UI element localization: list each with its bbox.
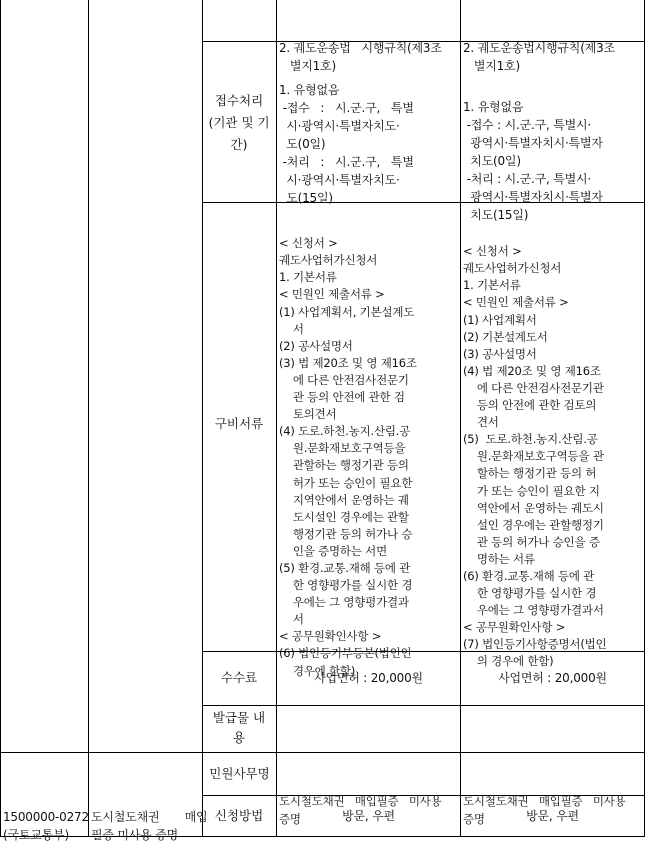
issuance-label: 발급물 내용 [212, 710, 266, 745]
grid-line-h4 [202, 705, 645, 706]
documents-label: 구비서류 [214, 416, 264, 431]
method-label: 신청방법 [214, 808, 264, 823]
grid-line-v0 [0, 0, 1, 837]
grid-line-v4 [460, 0, 461, 837]
civil-office-label: 민원사무명 [209, 766, 270, 781]
grid-line-v2 [202, 0, 203, 837]
law-right: 2. 궤도운송법시행규칙(제3조 별지1호) [463, 41, 615, 73]
fee-label: 수수료 [220, 670, 258, 685]
method-right: 방문, 우편 [526, 809, 579, 823]
fee-right: 사업면허 : 20,000원 [498, 671, 607, 685]
reception-label: 접수처리 (기관 및 기간) [208, 93, 270, 152]
grid-line-h5 [0, 752, 645, 753]
documents-left: < 신청서 > 궤도사업허가신청서 1. 기본서류 < 민원인 제출서류 > (1) 사업계획서, 기본설계도 서 (2) 공사설명서 (3) 법 제20조 및 영 제16조 에 다른 안전검사전문기 관 등의 안전에 관한 검 토의견서 (4) 도로.하천.농지.산림.공 원.문화재보호구역등을 관할하는 행정기관 등의 허가 또는 승인이 필요한 지역안에서 운영하는 궤 도시설인 경우에는 관할 행정기관 등의 허가나 승 인을 증명하는 서면 (5) 환경.교통.재해 등에 관 한 영향평가를 실시한 경 우에는 그 영향평가결과 서 < 공무원확인사항 > (6) 법인등기부등본(법인인 경우에 한함) [279, 236, 417, 678]
civil-office-right: 도시철도채권 매입필증 미사용 증명 [463, 794, 626, 826]
fee-left: 사업면허 : 20,000원 [314, 671, 423, 685]
reception-left: 1. 유형없음 -접수 : 시.군.구, 특별 시·광역시·특별자치도· 도(0일) -처리 : 시.군.구, 특별 시·광역시·특별자치도· 도(15일) [279, 83, 414, 205]
reception-right: 1. 유형없음 -접수 : 시.군.구, 특별시· 광역시·특별자치시·특별자 치도(0일) -처리 : 시.군.구, 특별시· 광역시·특별자치시·특별자 치도(15일) [463, 100, 603, 222]
grid-line-v3 [276, 0, 277, 837]
method-left: 방문, 우편 [342, 809, 395, 823]
grid-line-v1 [88, 0, 89, 837]
civil-office-name: 도시철도채권 매입 필증 미사용 증명 [91, 810, 208, 842]
civil-office-left: 도시철도채권 매입필증 미사용 증명 [279, 794, 442, 826]
documents-right: < 신청서 > 궤도사업허가신청서 1. 기본서류 < 민원인 제출서류 > (1) 사업계획서 (2) 기본설계도서 (3) 공사설명서 (4) 법 제20조 및 영 제16조 에 다른 안전검사전문기관 등의 안전에 관한 검토의 견서 (5) 도로.하천.농지.산림.공 원.문화재보호구역등을 관 할하는 행정기관 등의 허 가 또는 승인이 필요한 지 역안에서 운영하는 궤도시 설인 경우에는 관할행정기 관 등의 허가나 승인을 증 명하는 서류 (6) 환경.교통.재해 등에 관 한 영향평가를 실시한 경 우에는 그 영향평가결과서 < 공무원확인사항 > (7) 법인등기사항증명서(법인 의 경우에 한함) [463, 244, 607, 669]
law-left: 2. 궤도운송법 시행규칙(제3조 별지1호) [279, 41, 442, 73]
civil-office-code: 1500000-0272 (국토교통부) [3, 810, 89, 842]
